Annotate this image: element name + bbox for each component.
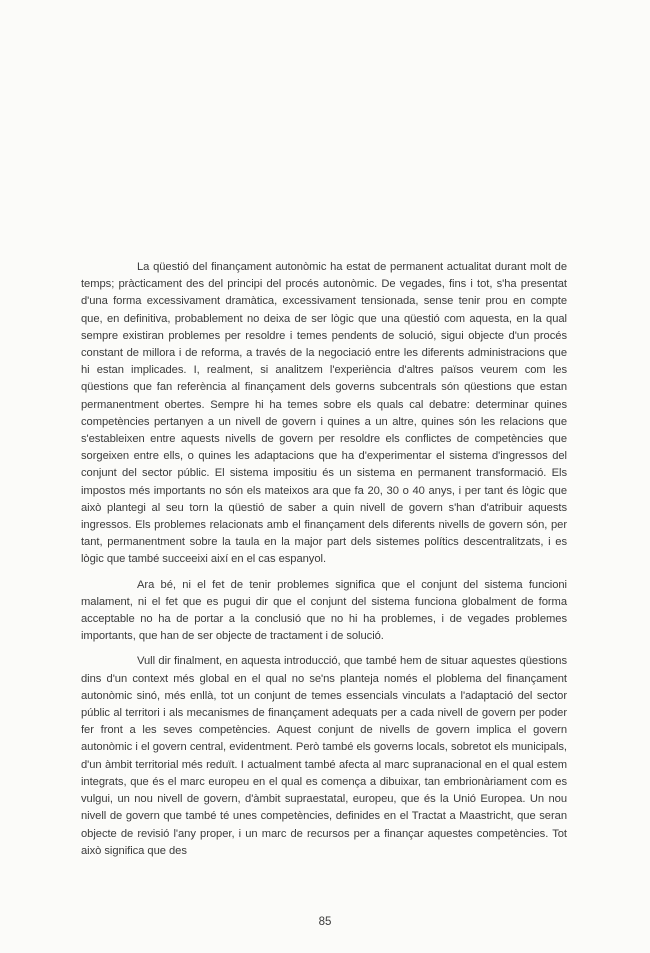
- paragraph-1: La qüestió del finançament autonòmic ha estat de permanent actualitat durant molt de temps; pràcticament des del principi del procés autonòmic. De vegades, fins i tot, s'ha presentat d'una forma excessivament dramàtica, excessivament tensionada, sense tenir prou en compte que, en definitiva, probablement no deixa de ser lògic que una qüestió com aquesta, en la qual sempre existiran problemes per resoldre i temes pendents de solució, sigui objecte d'un procés constant de millora i de reforma, a través de la negociació entre les diferents administracions que hi estan implicades. I, realment, si analitzem l'experiència d'altres països veurem com les qüestions que fan referència al finançament dels governs subcentrals són qüestions que estan permanentment obertes. Sempre hi ha temes sobre els quals cal debatre: determinar quines competències pertanyen a un nivell de govern i quines a un altre, quines són les relacions que s'estableixen entre aquests nivells de govern per resoldre els conflictes de competències que sorgeixen entre ells, o quines les adaptacions que ha d'experimentar el sistema d'ingressos del conjunt del sector públic. El sistema impositiu és un sistema en permanent transformació. Els impostos més importants no són els mateixos ara que fa 20, 30 o 40 anys, i per tant és lògic que això plantegi al seu torn la qüestió de saber a quin nivell de govern s'han d'atribuir aquests ingressos. Els problemes relacionats amb el finançament dels diferents nivells de govern són, per tant, permanentment sobre la taula en la major part dels sistemes polítics descentralitzats, i es lògic que també succeeixi així en el cas espanyol.: [81, 261, 567, 566]
- body-text: [81, 259, 567, 860]
- page-number: 85: [318, 916, 332, 928]
- paragraph-3: Vull dir finalment, en aquesta introducció, que també hem de situar aquestes qüestions dins d'un context més global en el qual no se'ns planteja només el ploblema del finançament autonòmic sinó, més enllà, tot un conjunt de temes essencials vinculats a l'adaptació del sector públic al territori i als mecanismes de finançament adequats per a cada nivell de govern per poder fer front a les seves competències. Aquest conjunt de nivells de govern implica el govern autonòmic i el govern central, evidentment. Però també els governs locals, sobretot els municipals, d'un àmbit territorial més reduït. I actualment també afecta al marc supranacional en el qual estem integrats, que és el marc europeu en el qual es comença a dibuixar, tan embrionàriament com es vulgui, un nou nivell de govern, d'àmbit supraestatal, europeu, que és la Unió Europea. Un nou nivell de govern que també té unes competències, definides en el Tractat a Maastricht, que seran objecte de revisió l'any proper, i un marc de recursos per a finançar aquestes competències. Tot això significa que des: [81, 655, 567, 857]
- paragraph-2: Ara bé, ni el fet de tenir problemes significa que el conjunt del sistema funcioni malament, ni el fet que es pugui dir que el conjunt del sistema funciona globalment de forma acceptable no ha de portar a la conclusió que no hi ha problemes, i de vegades problemes importants, que han de ser objecte de tractament i de solució.: [81, 578, 567, 643]
